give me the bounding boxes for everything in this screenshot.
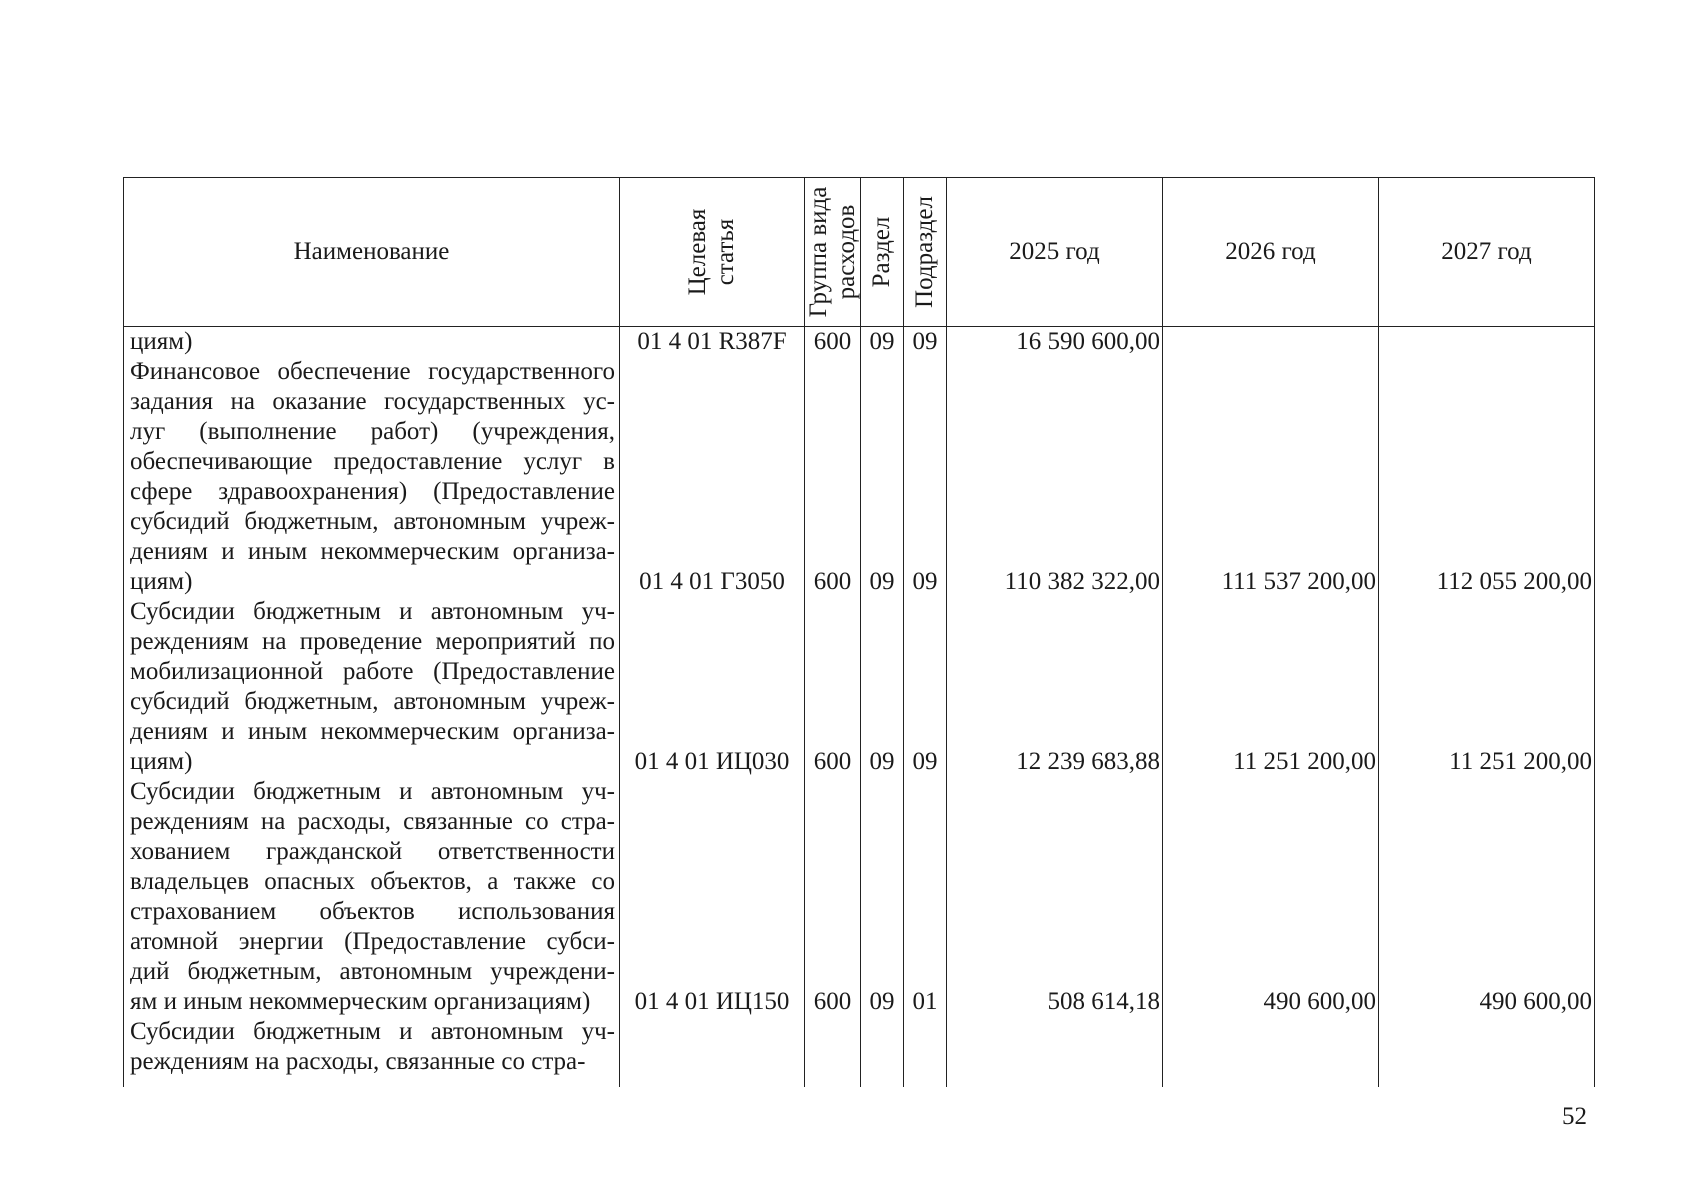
spacer-line <box>1379 1017 1592 1047</box>
row-group-value: 600 <box>813 988 852 1015</box>
spacer-line <box>805 597 860 627</box>
spacer-line <box>805 957 860 987</box>
spacer-line <box>861 597 903 627</box>
spacer-line <box>861 927 903 957</box>
row-y2027-value: 112 055 200,00 <box>1436 568 1592 595</box>
name-line: циям) <box>130 568 193 595</box>
spacer-line <box>1163 597 1376 627</box>
spacer-line <box>904 687 946 717</box>
spacer-line <box>805 387 860 417</box>
spacer-line <box>861 897 903 927</box>
row-y2026-value <box>1163 327 1376 357</box>
spacer-line <box>620 657 804 687</box>
header-section <box>861 178 904 327</box>
spacer-line <box>1379 867 1592 897</box>
spacer-line <box>1163 357 1376 387</box>
name-line: субсидий бюджетным, автономным учреж- <box>130 508 615 535</box>
spacer-line <box>620 627 804 657</box>
spacer-line <box>1163 477 1376 507</box>
spacer-line <box>620 957 804 987</box>
group-column <box>805 327 861 1088</box>
name-line: сфере здравоохранения) (Предоставление <box>130 478 615 505</box>
spacer-line <box>947 837 1160 867</box>
spacer-line <box>861 507 903 537</box>
spacer-line <box>1163 1017 1376 1047</box>
name-line: хованием гражданской ответственности <box>130 838 615 865</box>
row-y2026-value: 11 251 200,00 <box>1233 748 1376 775</box>
spacer-line <box>861 417 903 447</box>
spacer-line <box>1163 537 1376 567</box>
name-line: ям и иным некоммерческим организациям) <box>130 988 591 1015</box>
spacer-line <box>904 627 946 657</box>
spacer-line <box>1379 777 1592 807</box>
spacer-line <box>861 807 903 837</box>
spacer-line <box>1163 657 1376 687</box>
spacer-line <box>620 417 804 447</box>
row-target-value: 01 4 01 R387F <box>637 328 787 355</box>
spacer-line <box>1379 537 1592 567</box>
spacer-line <box>861 777 903 807</box>
spacer-line <box>620 717 804 747</box>
spacer-line <box>904 447 946 477</box>
spacer-line <box>1379 387 1592 417</box>
name-line: субсидий бюджетным, автономным учреж- <box>130 688 615 715</box>
row-y2025-value: 110 382 322,00 <box>1004 568 1160 595</box>
header-2027: 2027 год <box>1379 178 1595 327</box>
spacer-line <box>947 777 1160 807</box>
spacer-line <box>904 837 946 867</box>
spacer-line <box>1379 447 1592 477</box>
spacer-line <box>620 507 804 537</box>
row-group-value: 600 <box>813 748 852 775</box>
spacer-line <box>947 507 1160 537</box>
spacer-line <box>947 1047 1160 1077</box>
row-section-value: 09 <box>869 568 895 595</box>
spacer-line <box>1379 807 1592 837</box>
row-y2025-value: 508 614,18 <box>1047 988 1160 1015</box>
year-2025-column <box>947 327 1163 1088</box>
spacer-line <box>805 1047 860 1077</box>
spacer-line <box>904 657 946 687</box>
spacer-line <box>904 477 946 507</box>
name-line: страхованием объектов использования <box>130 898 615 925</box>
target-column <box>620 327 805 1088</box>
name-column <box>124 327 620 1088</box>
row-target-value: 01 4 01 ИЦ150 <box>634 988 790 1015</box>
row-group-value: 600 <box>813 328 852 355</box>
spacer-line <box>861 627 903 657</box>
spacer-line <box>1163 897 1376 927</box>
spacer-line <box>805 447 860 477</box>
header-group-line1: Группа вида <box>804 186 832 318</box>
spacer-line <box>620 1017 804 1047</box>
spacer-line <box>805 657 860 687</box>
spacer-line <box>805 627 860 657</box>
spacer-line <box>861 357 903 387</box>
row-group-value: 600 <box>813 568 852 595</box>
spacer-line <box>1163 957 1376 987</box>
spacer-line <box>1379 657 1592 687</box>
spacer-line <box>904 897 946 927</box>
spacer-line <box>947 447 1160 477</box>
spacer-line <box>861 387 903 417</box>
row-subsection-value: 09 <box>912 748 938 775</box>
row-y2026-value: 111 537 200,00 <box>1221 568 1376 595</box>
spacer-line <box>947 477 1160 507</box>
header-2026: 2026 год <box>1163 178 1379 327</box>
spacer-line <box>805 357 860 387</box>
spacer-line <box>861 657 903 687</box>
spacer-line <box>1163 867 1376 897</box>
spacer-line <box>1379 687 1592 717</box>
spacer-line <box>904 417 946 447</box>
budget-table <box>123 177 1595 1087</box>
name-line: атомной энергии (Предоставление субси- <box>130 928 615 955</box>
spacer-line <box>947 927 1160 957</box>
spacer-line <box>904 597 946 627</box>
spacer-line <box>861 447 903 477</box>
header-group-line2: расходов <box>832 204 860 300</box>
name-line: реждениям на расходы, связанные со стра- <box>130 808 615 835</box>
spacer-line <box>1379 837 1592 867</box>
spacer-line <box>904 777 946 807</box>
name-line: задания на оказание государственных ус- <box>130 388 615 415</box>
row-section-value: 09 <box>869 748 895 775</box>
spacer-line <box>904 537 946 567</box>
spacer-line <box>947 597 1160 627</box>
spacer-line <box>805 1017 860 1047</box>
spacer-line <box>1163 927 1376 957</box>
spacer-line <box>1163 687 1376 717</box>
header-subsection <box>904 178 947 327</box>
header-name: Наименование <box>124 178 620 327</box>
spacer-line <box>620 687 804 717</box>
name-line: циям) <box>130 748 193 775</box>
spacer-line <box>805 927 860 957</box>
row-y2027-value: 490 600,00 <box>1479 988 1592 1015</box>
body-row <box>124 327 1595 1088</box>
name-line: луг (выполнение работ) (учреждения, <box>130 418 615 445</box>
spacer-line <box>1163 447 1376 477</box>
row-subsection-value: 09 <box>912 328 938 355</box>
spacer-line <box>1379 417 1592 447</box>
spacer-line <box>1163 807 1376 837</box>
spacer-line <box>947 717 1160 747</box>
spacer-line <box>947 537 1160 567</box>
name-line: реждениям на проведение мероприятий по <box>130 628 615 655</box>
row-y2027-value: 11 251 200,00 <box>1449 748 1592 775</box>
header-target-line1: Целевая <box>684 208 711 296</box>
year-2026-column <box>1163 327 1379 1088</box>
spacer-line <box>1379 1047 1592 1077</box>
name-line: Субсидии бюджетным и автономным уч- <box>130 778 615 805</box>
header-section-label: Раздел <box>868 216 895 288</box>
row-target-value: 01 4 01 ИЦ030 <box>634 748 790 775</box>
spacer-line <box>904 717 946 747</box>
row-subsection-value: 09 <box>912 568 938 595</box>
spacer-line <box>805 417 860 447</box>
spacer-line <box>805 867 860 897</box>
spacer-line <box>947 357 1160 387</box>
spacer-line <box>861 1017 903 1047</box>
spacer-line <box>947 1017 1160 1047</box>
spacer-line <box>620 447 804 477</box>
header-2025: 2025 год <box>947 178 1163 327</box>
spacer-line <box>1379 717 1592 747</box>
spacer-line <box>861 717 903 747</box>
spacer-line <box>620 597 804 627</box>
spacer-line <box>904 1047 946 1077</box>
row-y2025-value: 16 590 600,00 <box>1016 328 1160 355</box>
header-target-line2: статья <box>712 218 739 286</box>
spacer-line <box>947 657 1160 687</box>
spacer-line <box>620 537 804 567</box>
page-number: 52 <box>1562 1103 1587 1130</box>
spacer-line <box>904 357 946 387</box>
spacer-line <box>805 897 860 927</box>
name-line: циям) <box>130 328 193 355</box>
spacer-line <box>904 867 946 897</box>
spacer-line <box>904 927 946 957</box>
name-line: дениям и иным некоммерческим организа- <box>130 538 615 565</box>
header-row <box>124 178 1595 327</box>
spacer-line <box>1163 417 1376 447</box>
spacer-line <box>805 507 860 537</box>
spacer-line <box>1163 777 1376 807</box>
spacer-line <box>947 897 1160 927</box>
row-y2025-value: 12 239 683,88 <box>1016 748 1160 775</box>
spacer-line <box>861 867 903 897</box>
spacer-line <box>904 1017 946 1047</box>
spacer-line <box>1379 957 1592 987</box>
spacer-line <box>805 477 860 507</box>
header-group <box>805 178 861 327</box>
spacer-line <box>805 717 860 747</box>
name-line: Субсидии бюджетным и автономным уч- <box>130 598 615 625</box>
spacer-line <box>805 837 860 867</box>
spacer-line <box>805 687 860 717</box>
name-line: дий бюджетным, автономным учреждени- <box>130 958 615 985</box>
spacer-line <box>1163 507 1376 537</box>
name-line: владельцев опасных объектов, а также со <box>130 868 615 895</box>
year-2027-column <box>1379 327 1595 1088</box>
spacer-line <box>620 387 804 417</box>
spacer-line <box>1163 627 1376 657</box>
spacer-line <box>861 957 903 987</box>
spacer-line <box>1379 897 1592 927</box>
name-line: Субсидии бюджетным и автономным уч- <box>130 1018 615 1045</box>
spacer-line <box>620 477 804 507</box>
spacer-line <box>947 957 1160 987</box>
name-line: Финансовое обеспечение государственного <box>130 358 615 385</box>
spacer-line <box>1379 357 1592 387</box>
spacer-line <box>1163 837 1376 867</box>
spacer-line <box>620 867 804 897</box>
spacer-line <box>1379 507 1592 537</box>
spacer-line <box>904 957 946 987</box>
section-column <box>861 327 904 1088</box>
spacer-line <box>904 507 946 537</box>
spacer-line <box>861 687 903 717</box>
spacer-line <box>1379 927 1592 957</box>
spacer-line <box>861 837 903 867</box>
spacer-line <box>947 417 1160 447</box>
name-line: дениям и иным некоммерческим организа- <box>130 718 615 745</box>
spacer-line <box>904 807 946 837</box>
spacer-line <box>947 627 1160 657</box>
row-section-value: 09 <box>869 988 895 1015</box>
header-target <box>620 178 805 327</box>
row-subsection-value: 01 <box>912 988 938 1015</box>
spacer-line <box>1163 1047 1376 1077</box>
spacer-line <box>620 357 804 387</box>
header-subsection-label: Подраздел <box>911 196 938 308</box>
spacer-line <box>620 837 804 867</box>
spacer-line <box>1379 627 1592 657</box>
subsection-column <box>904 327 947 1088</box>
spacer-line <box>805 777 860 807</box>
spacer-line <box>947 387 1160 417</box>
name-line: обеспечивающие предоставление услуг в <box>130 448 615 475</box>
spacer-line <box>861 477 903 507</box>
spacer-line <box>947 687 1160 717</box>
name-line: реждениям на расходы, связанные со стра- <box>130 1048 586 1075</box>
spacer-line <box>620 897 804 927</box>
row-section-value: 09 <box>869 328 895 355</box>
row-target-value: 01 4 01 Г3050 <box>639 568 785 595</box>
spacer-line <box>805 807 860 837</box>
spacer-line <box>904 387 946 417</box>
spacer-line <box>620 777 804 807</box>
name-line: мобилизационной работе (Предоставление <box>130 658 615 685</box>
row-y2026-value: 490 600,00 <box>1263 988 1376 1015</box>
spacer-line <box>861 1047 903 1077</box>
spacer-line <box>861 537 903 567</box>
spacer-line <box>1163 717 1376 747</box>
spacer-line <box>1379 597 1592 627</box>
spacer-line <box>620 1047 804 1077</box>
spacer-line <box>947 807 1160 837</box>
spacer-line <box>805 537 860 567</box>
spacer-line <box>620 927 804 957</box>
spacer-line <box>1163 387 1376 417</box>
row-y2027-value <box>1379 327 1592 357</box>
spacer-line <box>1379 477 1592 507</box>
spacer-line <box>620 807 804 837</box>
spacer-line <box>947 867 1160 897</box>
